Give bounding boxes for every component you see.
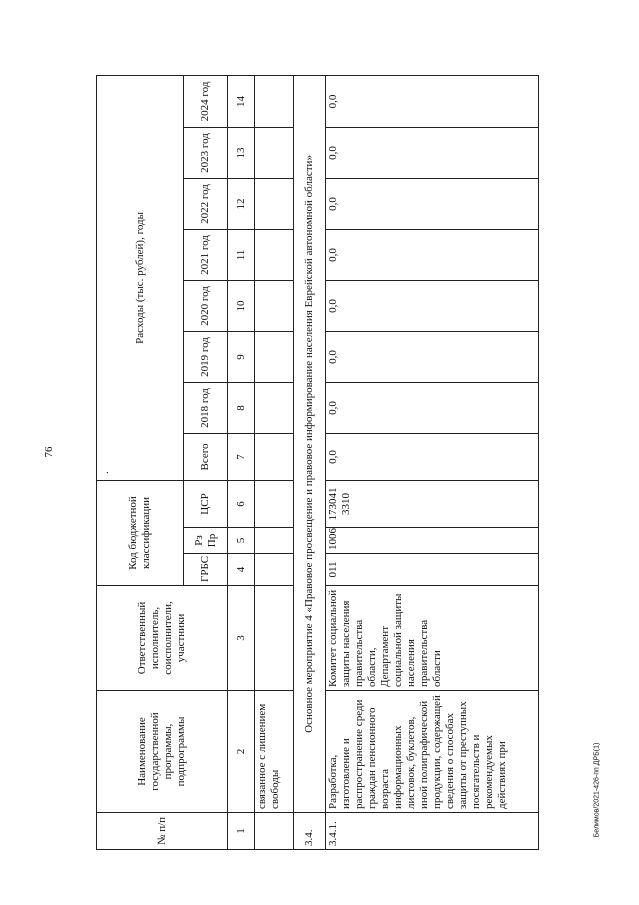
row-value-2020: 0,0 xyxy=(326,280,539,331)
row-grbs: 011 xyxy=(326,554,539,586)
header-year-2021: 2021 год xyxy=(184,229,228,280)
footer-document-code: Белимов/2021-426-пп ДРБ(1) xyxy=(593,742,601,838)
row-value-2022: 0,0 xyxy=(326,178,539,229)
column-number: 3 xyxy=(228,586,255,691)
column-number: 9 xyxy=(228,331,255,382)
column-number: 11 xyxy=(228,229,255,280)
row-value-2018: 0,0 xyxy=(326,382,539,433)
header-responsible: Ответственный исполнитель, соисполнители, участники xyxy=(97,586,228,691)
column-number: 7 xyxy=(228,433,255,480)
header-year-2019: 2019 год xyxy=(184,331,228,382)
column-number: 12 xyxy=(228,178,255,229)
header-num: № п/п xyxy=(97,813,228,850)
rotated-table-wrapper xyxy=(96,75,578,850)
table-row xyxy=(326,75,539,849)
column-number: 1 xyxy=(228,813,255,850)
column-number: 8 xyxy=(228,382,255,433)
section-row xyxy=(294,75,326,849)
continuation-row xyxy=(255,75,294,849)
header-csr: ЦСР xyxy=(184,480,228,527)
column-number: 2 xyxy=(228,691,255,813)
header-expenses-text: Расходы (тыс. рублей), годы xyxy=(133,212,146,344)
column-number: 6 xyxy=(228,480,255,527)
column-number: 5 xyxy=(228,528,255,554)
column-number: 14 xyxy=(228,75,255,127)
column-number: 10 xyxy=(228,280,255,331)
section-title: Основное мероприятие 4 «Правовое просвещение и правовое информирование населения Еврейской автономной области» xyxy=(294,75,326,812)
header-year-2018: 2018 год xyxy=(184,382,228,433)
column-numbers-row xyxy=(228,75,255,849)
row-name: Разработка, изготовление и распространение среди граждан пенсионного возраста информационных листовок, буклетов, иной полиграфической продукции, содержащей сведения о способах защиты от преступных посягательств и рекомендуемых действиях при xyxy=(326,691,539,813)
header-dot: . xyxy=(99,471,111,474)
header-budget-code: Код бюджетной классификации xyxy=(97,480,184,585)
header-expenses xyxy=(97,75,184,480)
row-value-2023: 0,0 xyxy=(326,127,539,178)
row-value-2024: 0,0 xyxy=(326,75,539,127)
header-rzpr: Рз Пр xyxy=(184,528,228,554)
row-csr: 173041 3310 xyxy=(326,480,539,527)
row-rzpr: 1006 xyxy=(326,528,539,554)
row-total: 0,0 xyxy=(326,433,539,480)
header-year-2022: 2022 год xyxy=(184,178,228,229)
column-number: 4 xyxy=(228,554,255,586)
row-num: 3.4.1. xyxy=(326,813,539,850)
header-grbs: ГРБС xyxy=(184,554,228,586)
expenses-table xyxy=(96,75,539,850)
header-total: Всего xyxy=(184,433,228,480)
row-responsible: Комитет социальной защиты населения правительства области, Департамент социальной защиты населения правительства области xyxy=(326,586,539,691)
row-value-2019: 0,0 xyxy=(326,331,539,382)
header-program-name: Наименование государственной программы, подпрограммы xyxy=(97,691,228,813)
row-value-2021: 0,0 xyxy=(326,229,539,280)
section-num: 3.4. xyxy=(294,813,326,850)
column-number: 13 xyxy=(228,127,255,178)
header-year-2023: 2023 год xyxy=(184,127,228,178)
header-year-2020: 2020 год xyxy=(184,280,228,331)
header-year-2024: 2024 год xyxy=(184,75,228,127)
page-number: 76 xyxy=(43,446,55,458)
continuation-text: связанное с лишением свободы xyxy=(255,691,294,813)
